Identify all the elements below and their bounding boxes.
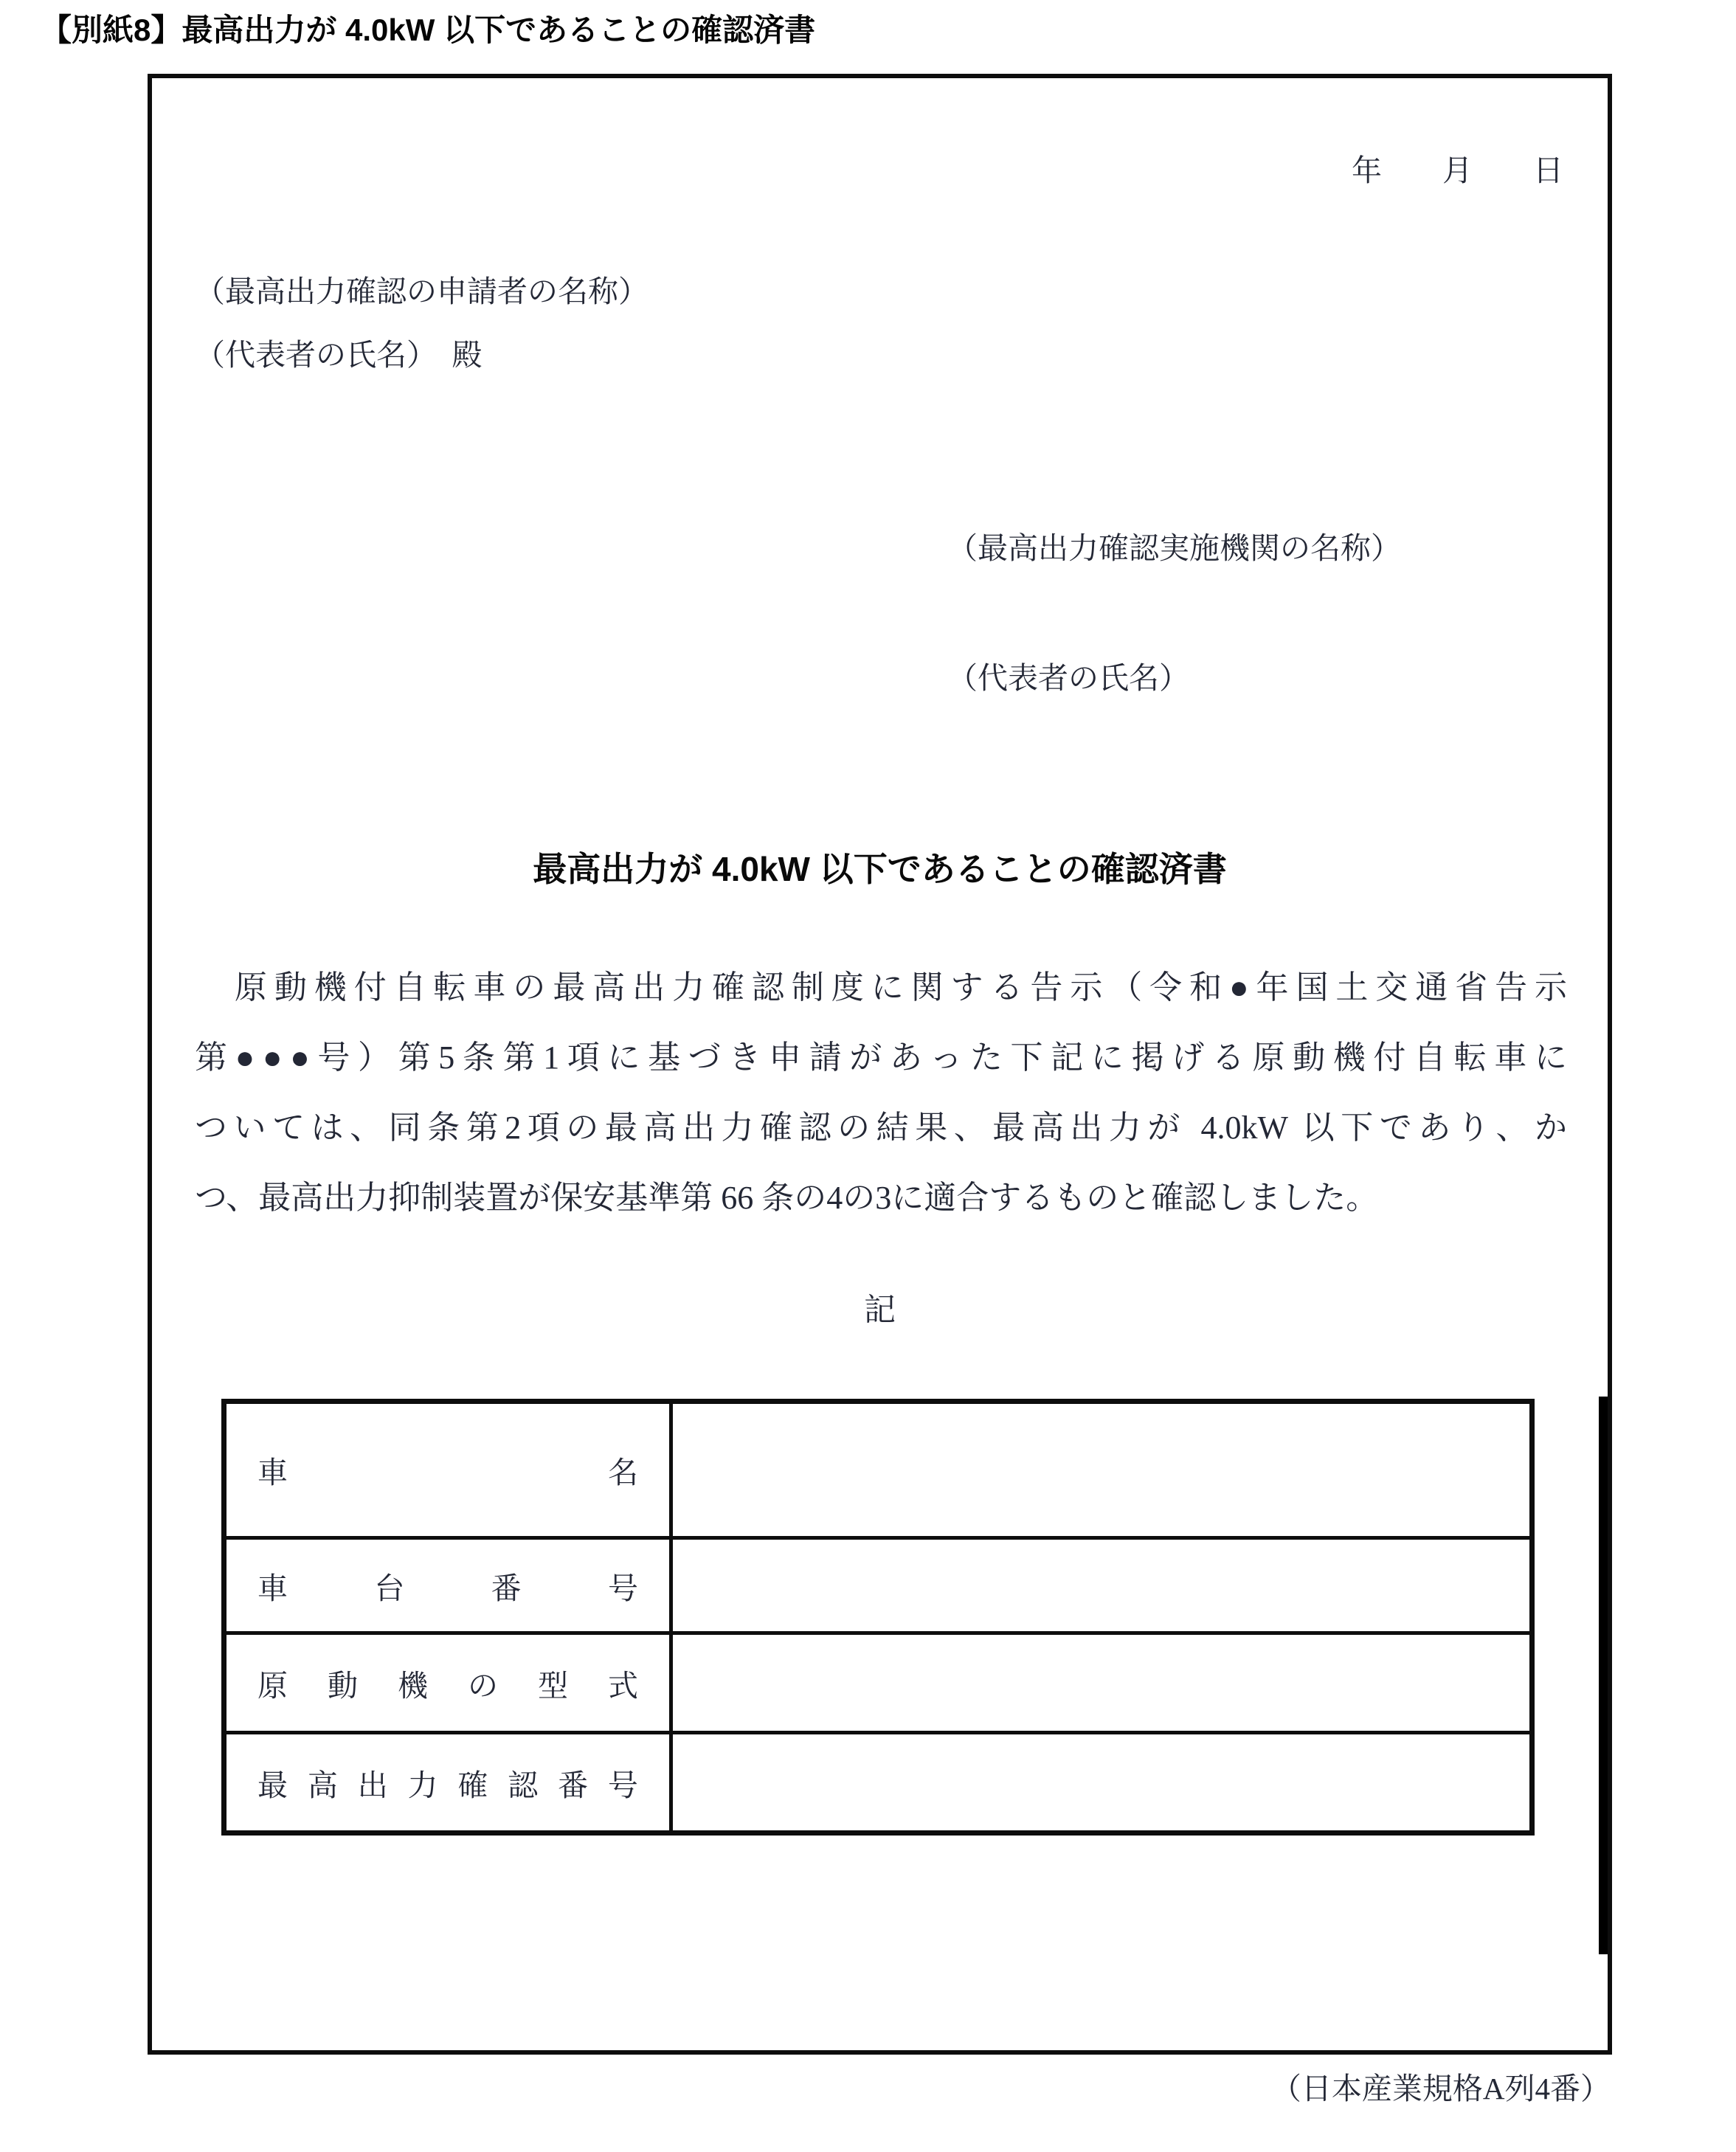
row-label: 最 高 出 力 確 認 番 号 [257, 1768, 638, 1802]
row-label-cell [226, 1734, 673, 1830]
body-paragraph [195, 952, 1567, 1233]
table-row-vehicle-name [226, 1404, 1529, 1536]
body-line-1: 原動機付自転車の最高出力確認制度に関する告示（令和●年国土交通省告示 [195, 969, 1567, 1006]
row-label-cell [226, 1540, 673, 1631]
applicant-name-line: （最高出力確認の申請者の名称） [195, 274, 649, 308]
issuer-representative-line: （代表者の氏名） [947, 661, 1189, 695]
row-label: 原 動 機 の 型 式 [257, 1668, 638, 1703]
paper-size-note: （日本産業規格A列4番） [1270, 2072, 1611, 2106]
page-frame [148, 74, 1612, 2055]
row-value-cell [673, 1734, 1529, 1830]
list-marker: 記 [864, 1293, 896, 1328]
table-row-engine-model [226, 1631, 1529, 1731]
row-label-cell [226, 1635, 673, 1731]
applicant-representative-line: （代表者の氏名） 殿 [195, 338, 483, 372]
row-value-cell [673, 1540, 1529, 1631]
vehicle-table [221, 1399, 1535, 1836]
body-line-4: つ、最高出力抑制装置が保安基準第 66 条の4の3に適合するものと確認しました。 [195, 1180, 1379, 1216]
date-line: 年 月 日 [1352, 153, 1563, 187]
row-label: 車 台 番 号 [257, 1571, 638, 1605]
document-title: 最高出力が 4.0kW 以下であることの確認済書 [533, 850, 1227, 888]
attachment-title: 【別紙8】最高出力が 4.0kW 以下であることの確認済書 [41, 13, 816, 47]
body-line-2: 第●●●号）第5条第1項に基づき申請があった下記に掲げる原動機付自転車に [195, 1039, 1567, 1076]
row-value-cell [673, 1635, 1529, 1731]
row-label: 車 名 [257, 1456, 638, 1490]
right-edge-bar [1599, 1397, 1608, 1954]
table-row-chassis-number [226, 1536, 1529, 1631]
row-label-cell [226, 1404, 673, 1536]
issuer-organization-line: （最高出力確認実施機関の名称） [947, 531, 1401, 565]
body-line-3: ついては、同条第2項の最高出力確認の結果、最高出力が 4.0kW 以下であり、か [195, 1110, 1567, 1146]
table-row-max-output-confirmation-number [226, 1731, 1529, 1830]
row-value-cell [673, 1404, 1529, 1536]
